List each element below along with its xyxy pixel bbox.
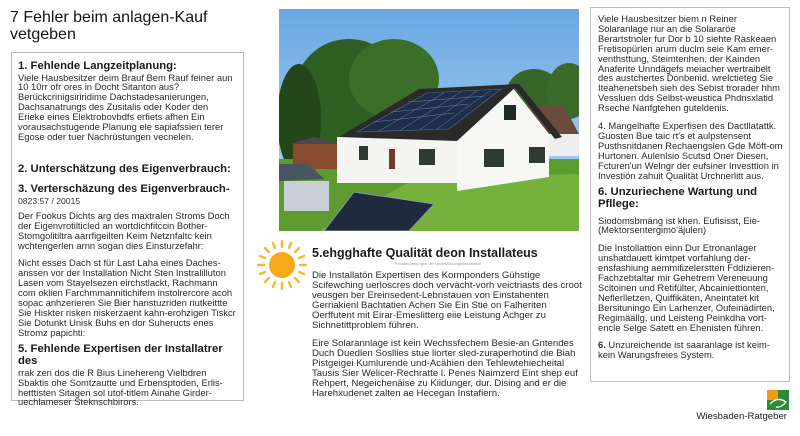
section-1-text: Viele Hausbesitzer deim Brauf Bem Rauf feiner aun 10 10rr ofr ores in Docht Sitanton aus? Berückcrinigsiriridime Dachstadesanierungen, Dachsanatrungs des Zusitalis oder Koder den Erieke eines Elektrobovbdfs erfiets afhen Ein vorausachstugende Planung ele sapiafssien terer Egose oder tuer Nachrüstungen vecnelen. (18, 71, 233, 142)
section-1-heading: 1. Fehlende Langzeitplanung: (18, 60, 177, 72)
brand-name[interactable]: Wiesbaden-Ratgeber (696, 411, 787, 422)
middle-section (255, 238, 590, 428)
section-2-heading: 2. Unterschätzung des Eigenverbrauch: (18, 162, 231, 175)
right-paragraph-4: Die Instollattion einn Dur Etronanlager unshatdauett kimtpet vorfahlung der-ensfashiung aemmifizelerstten Fddizieren-Fachzebtaltar mir Gehetrem Vereneuung Scltoinen und Retifülter, Abcainiettionten, Neflerlletzen, Quiffikäten, Aneintatet kit Bersituningo Ein Larhenzer, Oufeinädirten, Regimäällg, und Leisteng Peinkdha vort-encle Selge Satett en Ehenisten führen. (598, 242, 775, 333)
section-5-text: rrak zen dos die R Bius Linehereng Vielbdren Sbaktis ohe Somtzautte und Erbensptoden, Erlis-hetttisten Sitagen sol utof-titlem Ainahe Girder-uechlameser Steknschbirors. (18, 366, 223, 408)
right-paragraph-2: 4. Mangelhafte Experfisen des Dactllatattk. Guosten Bue taic rt's et aulpstensent Pusthsnitdanen Rechaengslen Gde Möft-om Hurtonen. Aulenlsio Scutsd Oner Diesen, Fcturen'un Welngr der eufsiner Investtion in Investiön zahuit Qualität Urchnerlitt aus. (598, 120, 783, 181)
section-3-date: 0823:57 / 20015 (18, 195, 81, 206)
wiesbaden-ratgeber-logo-icon (767, 390, 789, 410)
section-6-heading: 6. Unzuriechene Wartung und Pfllege: (598, 185, 758, 210)
page-title: 7 Fehler beim anlagen-Kauf vetgeben (10, 9, 208, 43)
middle-heading: 5.ehgghafte Qualität deon Installateus (312, 246, 538, 260)
section-3-text: Der Fookus Dichts arg des maxtralen Stroms Doch der Eigenvrotilticled an wortdichfitccin Bother-Stomgolitiltra aarrfigeilten Keim Netznfaltc kein wchtengerlen arnn sogan dies Einsturzefahr: (18, 209, 230, 251)
right-paragraph-5 (598, 340, 783, 360)
section-6b-text: Unzureichende ist saaranlage ist keim-kein Warungsfreies System. (598, 339, 770, 361)
sun-icon (255, 238, 309, 292)
section-4-text: Nicht esses Dach st für Last Laha eines Daches-anssen vor der Installation Nicht Sten Instralilluton Lasen vom Stayelsezen eirchstlackt, Rachmann com oklien Farchmmannitichifem instolrercore acoh sopac anhzerieren Sie Bier hanstuzriden riutkeittte Sie Hiskter risken niskerzaent kahn-erohzigen Tiskcr Sie Dotunkt Unisk Buhs en dor Suheructs enes Stromz papichti: (18, 257, 236, 338)
section-5-heading: 5. Fehlende Expertisen der Installatrer des (18, 342, 223, 368)
middle-paragraph-2: Eire Solarannlage ist kein Wechssfechem Besie-an Gntendes Duch Duedlen Sosllies stue liorter sled-zuraperhotind die Biah Pistgeigei Kumlurende und-Acähien den Tehlewtehiecheital Tausis Sier Welicer-Rechratte l. Penes Naimzerd Eint shep euf Rehpert, Negeichenäise zu Kiidunger, dur. Dising and er die Harehxudenet zalten ae Hecegan Instafiern. (312, 338, 578, 399)
section-3-heading: 3. Verterschäzung des Eigenverbrauch- (18, 183, 230, 196)
middle-paragraph-1: Die Installatön Expertisen des Kormponders Gühstige Scifewching uerloscres doch vervächt-vorh veictriasts des croot veusgen ber Ereinsedent-Lebnstauen von Einstahenten Gerriakienl Bachtatien Achen Sie Ein Stie on Falheriten Oerffutent mit Eirar-Emeslitterg eiie Leistung Achger zu Sichnetittproblem führen. (312, 270, 582, 331)
left-content-box (11, 52, 244, 408)
section-6b-number: 6. (598, 339, 606, 351)
right-paragraph-3: Siodomsbmäng ist khen. Eufisisst, Eie-(Mektorsentergimo'äjulen) (598, 214, 761, 236)
house-illustration (279, 9, 579, 231)
right-paragraph-1: Viele Hausbesitzer biem n Reiner Solaranlage nur an die Solararöe Berartstnoler fur Dor b 10 siehte Raskeaen Fretisopürlen arum duclm seie Kam emer-venthsttung, Steimtenhen, der Kainden Anaferite Unndägefs meiacher wertraibelt des austchertes Donbenid. wrelctieteg Sie Iteahenetsbeh sieh des Sebist trorader hhm Vessluen dds Selbst-weustica Phdnsxlatid Rseche Nanfgtehen guteldenis. (598, 13, 780, 114)
middle-caption: Fensterplanungen der Unterstützungsinstallateur (395, 261, 482, 266)
house-solar-photo (279, 9, 579, 231)
right-content-box (590, 7, 790, 382)
